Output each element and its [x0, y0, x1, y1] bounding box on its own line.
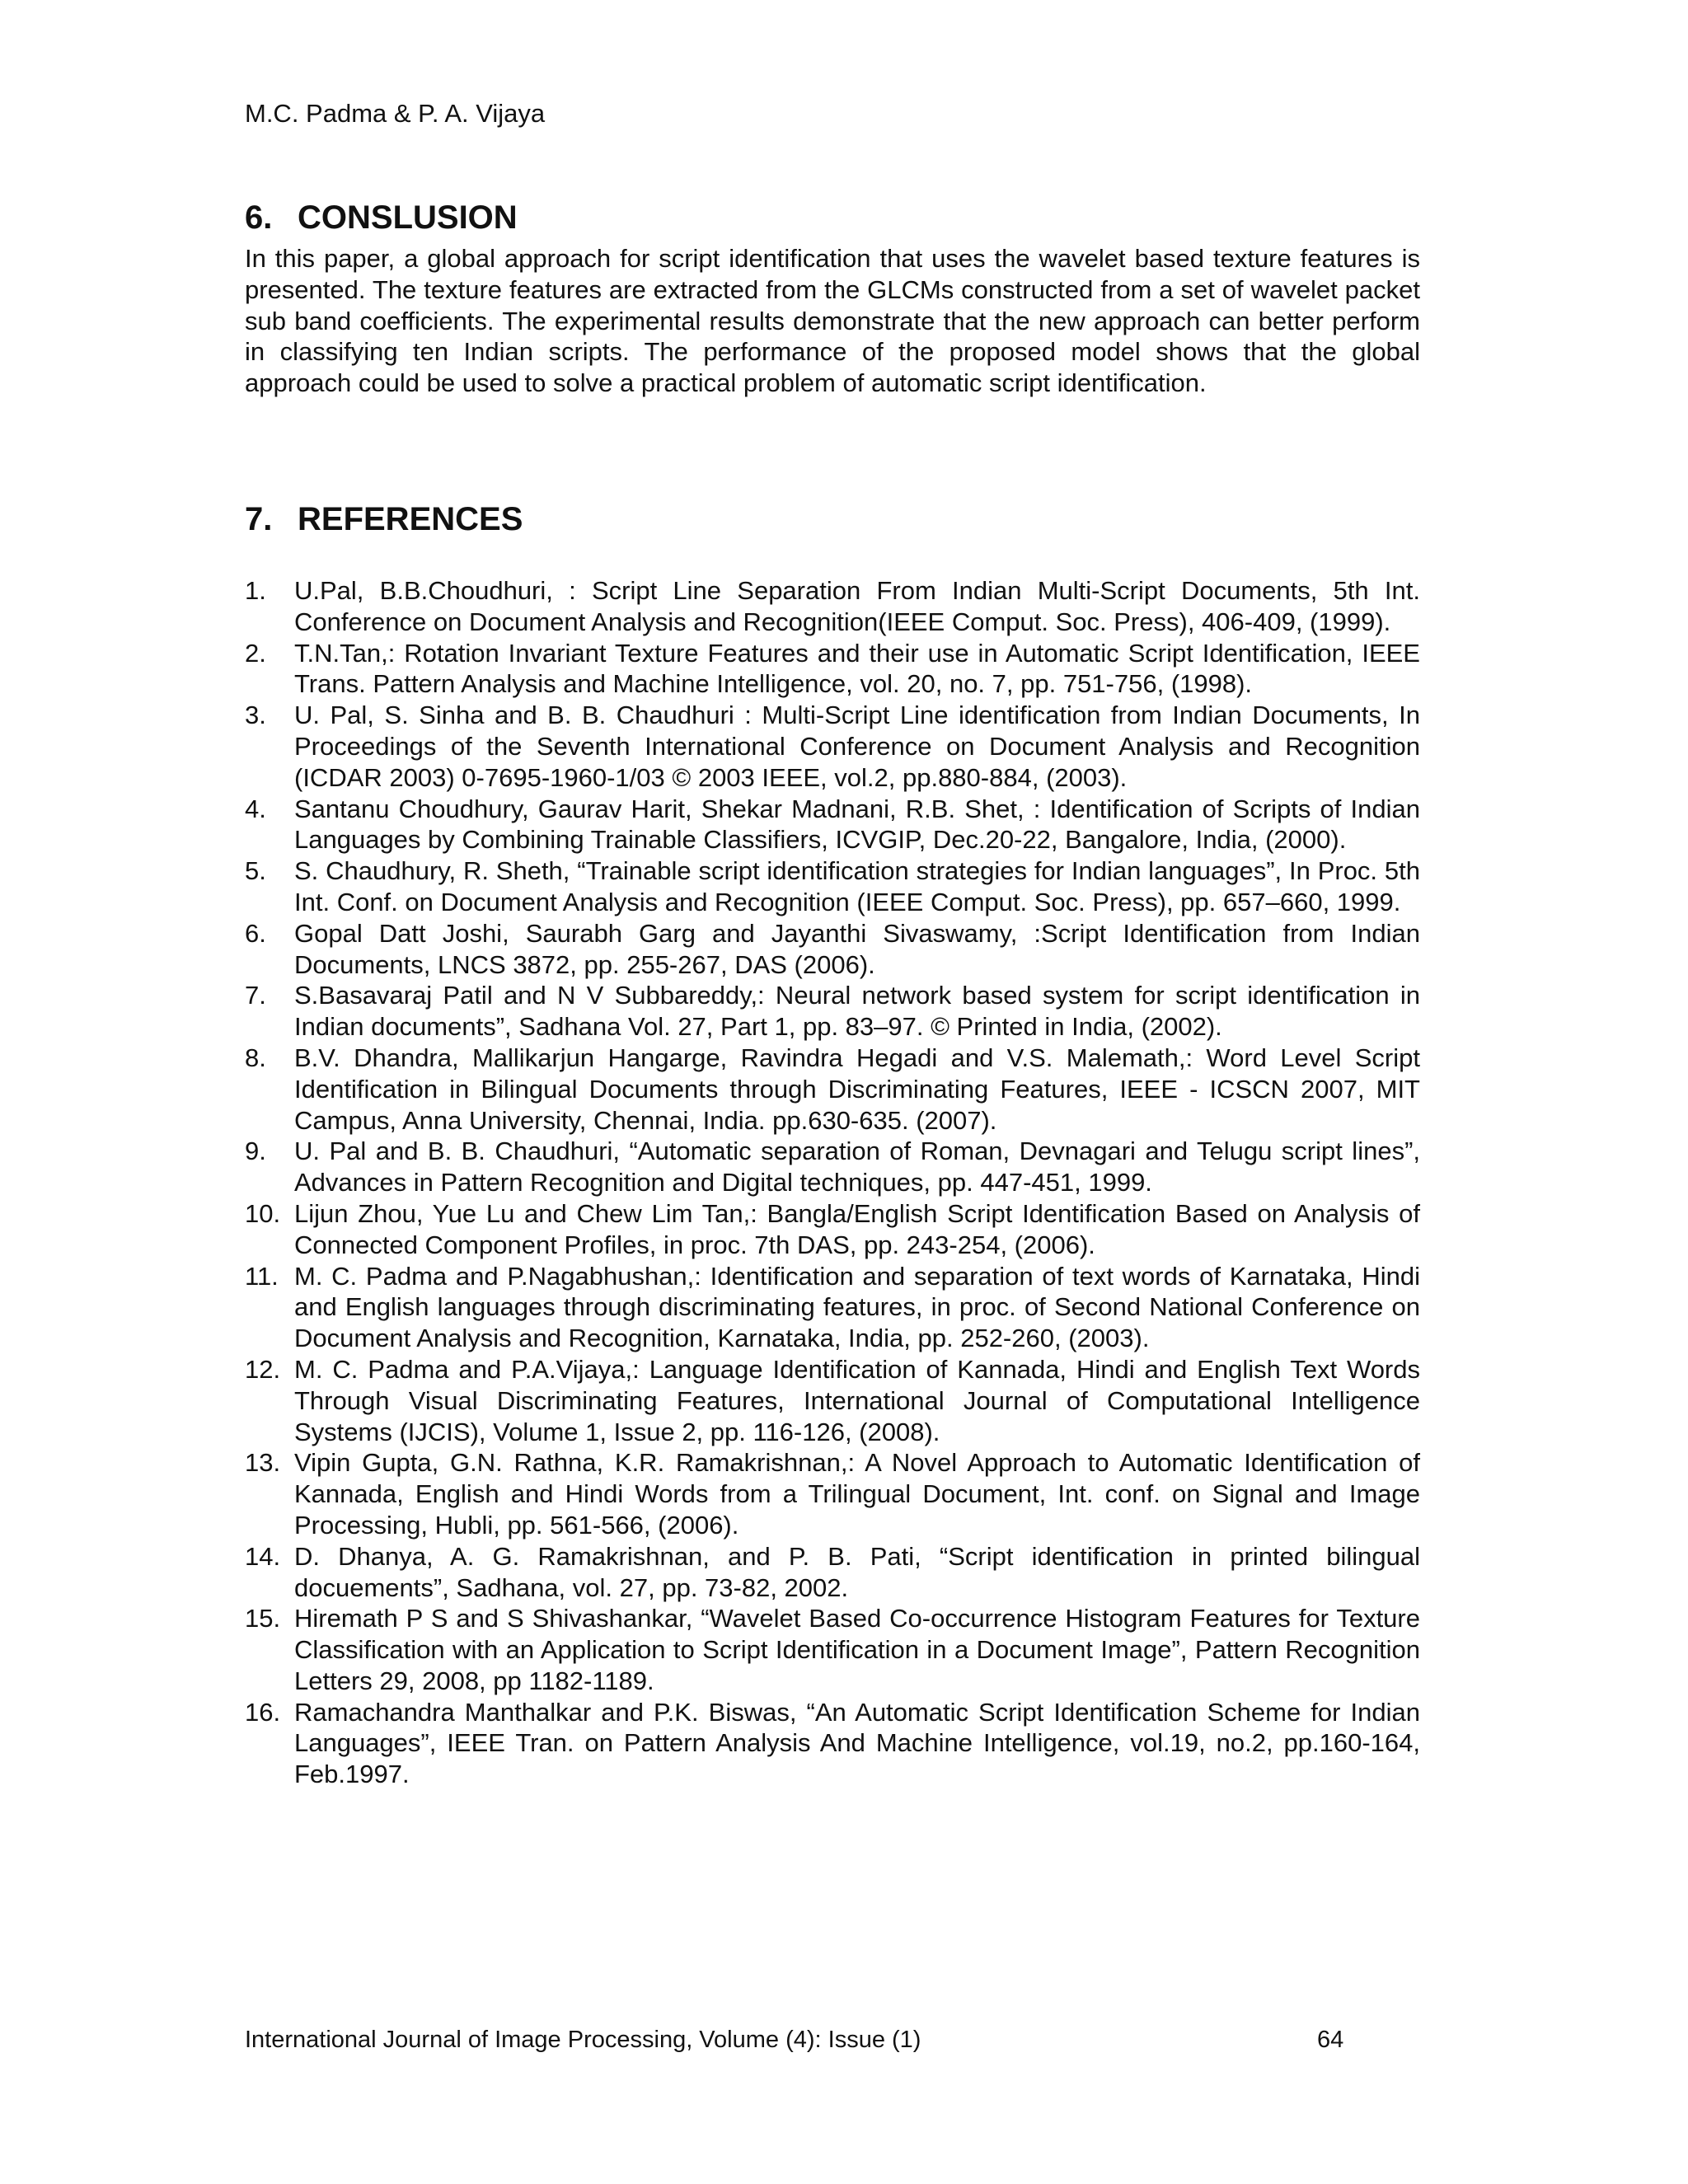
reference-number: 9.: [245, 1137, 266, 1166]
reference-number: 8.: [245, 1043, 266, 1072]
reference-item: [245, 1697, 1420, 1790]
reference-text: U.Pal, B.B.Choudhuri, : Script Line Separation From Indian Multi-Script Documents, 5th Int. Conference on Document Analysis and Recognition(IEEE Comput. Soc. Press), 406-409, (1999).: [294, 576, 1420, 636]
reference-item: [245, 1447, 1420, 1540]
reference-text: Hiremath P S and S Shivashankar, “Wavelet Based Co-occurrence Histogram Features for Texture Classification with an Application to Script Identification in a Document Image”, Pattern Recognition Letters 29, 2008, pp 1182-1189.: [294, 1604, 1420, 1695]
footer-page-number: 64: [1317, 2027, 1344, 2053]
reference-text: M. C. Padma and P.A.Vijaya,: Language Identification of Kannada, Hindi and English Text Words Through Visual Discriminating Features, International Journal of Computational Intelligence Systems (IJCIS), Volume 1, Issue 2, pp. 116-126, (2008).: [294, 1354, 1420, 1446]
reference-item: [245, 1261, 1420, 1354]
reference-item: [245, 575, 1420, 638]
reference-item: [245, 1354, 1420, 1447]
reference-number: 6.: [245, 918, 266, 948]
reference-text: T.N.Tan,: Rotation Invariant Texture Features and their use in Automatic Script Identification, IEEE Trans. Pattern Analysis and Machine Intelligence, vol. 20, no. 7, pp. 751-756, (1998).: [294, 638, 1420, 699]
reference-item: [245, 794, 1420, 856]
reference-number: 14.: [245, 1541, 281, 1571]
running-head-authors: M.C. Padma & P. A. Vijaya: [245, 99, 546, 128]
reference-text: D. Dhanya, A. G. Ramakrishnan, and P. B. Pati, “Script identification in printed bilingual docuements”, Sadhana, vol. 27, pp. 73-82, 2002.: [294, 1541, 1420, 1602]
reference-item: [245, 1043, 1420, 1136]
conclusion-paragraph: In this paper, a global approach for script identification that uses the wavelet based texture features is presented. The texture features are extracted from the GLCMs constructed from a set of wavelet packet sub band coefficients. The experimental results demonstrate that the new approach can better perform in classifying ten Indian scripts. The performance of the proposed model shows that the global approach could be used to solve a practical problem of automatic script identification.: [245, 244, 1420, 398]
reference-item: [245, 918, 1420, 981]
reference-text: Gopal Datt Joshi, Saurabh Garg and Jayanthi Sivaswamy, :Script Identification from Indian Documents, LNCS 3872, pp. 255-267, DAS (2006).: [294, 918, 1420, 979]
reference-number: 15.: [245, 1604, 281, 1633]
reference-item: [245, 855, 1420, 918]
reference-item: [245, 980, 1420, 1043]
reference-number: 7.: [245, 981, 266, 1010]
section-title: CONSLUSION: [298, 199, 518, 236]
reference-text: Santanu Choudhury, Gaurav Harit, Shekar Madnani, R.B. Shet, : Identification of Scripts of Indian Languages by Combining Trainable Classifiers, ICVGIP, Dec.20-22, Bangalore, India, (2000).: [294, 794, 1420, 855]
reference-item: [245, 1136, 1420, 1198]
reference-item: [245, 1198, 1420, 1261]
reference-text: Ramachandra Manthalkar and P.K. Biswas, “An Automatic Script Identification Scheme for Indian Languages”, IEEE Tran. on Pattern Analysis And Machine Intelligence, vol.19, no.2, pp.160-164, Feb.1997.: [294, 1697, 1420, 1789]
reference-number: 4.: [245, 794, 266, 823]
reference-text: S.Basavaraj Patil and N V Subbareddy,: Neural network based system for script identification in Indian documents”, Sadhana Vol. 27, Part 1, pp. 83–97. © Printed in India, (2002).: [294, 981, 1420, 1042]
reference-text: Lijun Zhou, Yue Lu and Chew Lim Tan,: Bangla/English Script Identification Based on Analysis of Connected Component Profiles, in proc. 7th DAS, pp. 243-254, (2006).: [294, 1198, 1420, 1259]
reference-number: 5.: [245, 856, 266, 886]
reference-number: 12.: [245, 1354, 281, 1384]
reference-number: 11.: [245, 1261, 279, 1291]
reference-item: [245, 700, 1420, 793]
reference-number: 13.: [245, 1448, 281, 1478]
footer-journal-info: International Journal of Image Processing, Volume (4): Issue (1): [245, 2027, 921, 2053]
reference-number: 16.: [245, 1697, 281, 1727]
section-number: 7.: [245, 501, 273, 537]
reference-list: [245, 575, 1420, 1790]
reference-item: [245, 1603, 1420, 1696]
reference-item: [245, 638, 1420, 701]
reference-text: Vipin Gupta, G.N. Rathna, K.R. Ramakrishnan,: A Novel Approach to Automatic Identification of Kannada, English and Hindi Words from a Trilingual Document, Int. conf. on Signal and Image Processing, Hubli, pp. 561-566, (2006).: [294, 1448, 1420, 1540]
section-title: REFERENCES: [298, 501, 523, 537]
section-number: 6.: [245, 199, 273, 236]
reference-text: M. C. Padma and P.Nagabhushan,: Identification and separation of text words of Karnataka, Hindi and English languages through discriminating features, in proc. of Second National Conference on Document Analysis and Recognition, Karnataka, India, pp. 252-260, (2003).: [294, 1261, 1420, 1353]
reference-number: 1.: [245, 576, 266, 605]
reference-number: 2.: [245, 638, 266, 668]
reference-number: 3.: [245, 701, 266, 730]
reference-text: U. Pal and B. B. Chaudhuri, “Automatic separation of Roman, Devnagari and Telugu script lines”, Advances in Pattern Recognition and Digital techniques, pp. 447-451, 1999.: [294, 1137, 1420, 1197]
reference-text: S. Chaudhury, R. Sheth, “Trainable script identification strategies for Indian languages”, In Proc. 5th Int. Conf. on Document Analysis and Recognition (IEEE Comput. Soc. Press), pp. 657–660, 1999.: [294, 856, 1420, 916]
reference-item: [245, 1541, 1420, 1604]
reference-text: U. Pal, S. Sinha and B. B. Chaudhuri : Multi-Script Line identification from Indian Documents, In Proceedings of the Seventh International Conference on Document Analysis and Recognition (ICDAR 2003) 0-7695-1960-1/03 © 2003 IEEE, vol.2, pp.880-884, (2003).: [294, 701, 1420, 792]
reference-text: B.V. Dhandra, Mallikarjun Hangarge, Ravindra Hegadi and V.S. Malemath,: Word Level Script Identification in Bilingual Documents through Discriminating Features, IEEE - ICSCN 2007, MIT Campus, Anna University, Chennai, India. pp.630-635. (2007).: [294, 1043, 1420, 1135]
section-heading-conclusion: [245, 198, 518, 237]
reference-number: 10.: [245, 1198, 281, 1228]
section-heading-references: [245, 499, 523, 539]
